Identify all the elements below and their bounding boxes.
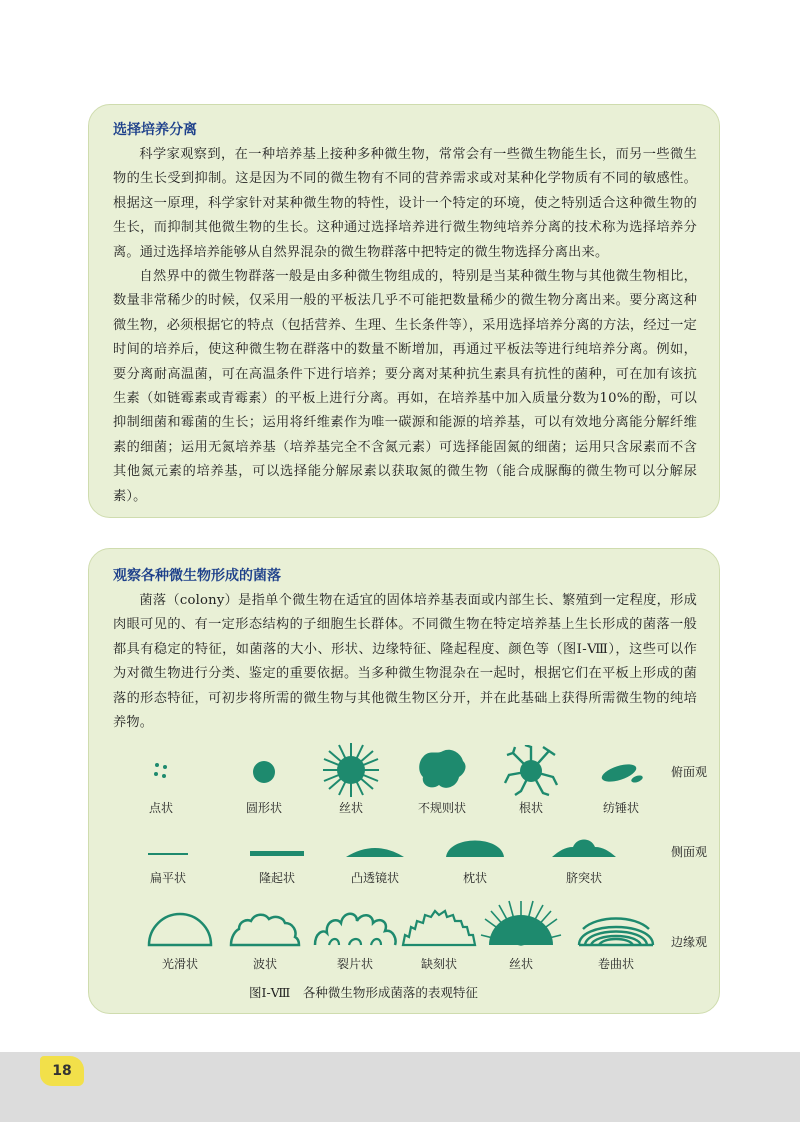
edge-view-label-undulate: 波状 (252, 957, 278, 971)
convex-elevation-icon (345, 837, 405, 863)
smooth-edge-icon (147, 907, 213, 949)
umbonate-elevation-icon (551, 829, 617, 863)
top-view-label-filamentous: 丝状 (338, 801, 364, 815)
top-view-label-spindle: 纺锤状 (602, 801, 640, 815)
section1-paragraph-1: 科学家观察到，在一种培养基上接种多种微生物，常常会有一些微生物能生长，而另一些微生物的生长受到抑制。这是因为不同的微生物有不同的营养需求或对某种化学物质有不同的敏感性。根据这一原理，科学家针对某种微生物的特性，设计一个特定的环境，使之特别适合这种微生物的生长，而抑制其他微生物的生长。这种通过选择培养进行微生物纯培养分离的技术称为选择培养分离。通过选择培养能够从自然界混杂的微生物群落中把特定的微生物选择分离出来。 (113, 147, 697, 260)
pulvinate-elevation-icon (445, 829, 505, 863)
edge-view-label-curled: 卷曲状 (597, 957, 635, 971)
rhizoid-colony-icon (503, 745, 559, 797)
undulate-edge-icon (229, 909, 301, 949)
colony-observation-box (88, 548, 720, 1014)
top-view-label-circular: 圆形状 (245, 801, 283, 815)
edge-view-label-filamentous: 丝状 (508, 957, 534, 971)
page-footer-band (0, 1052, 800, 1122)
row-label-side-view: 侧面观 (671, 845, 708, 859)
dot-colony-icon (147, 757, 177, 787)
curled-edge-icon (577, 907, 655, 949)
filamentous-edge-icon (479, 899, 563, 949)
section1-heading: 选择培养分离 (113, 122, 197, 138)
side-view-label-raised: 隆起状 (258, 871, 296, 885)
top-view-label-irregular: 不规则状 (417, 801, 467, 815)
row-label-edge-view: 边缘观 (671, 935, 708, 949)
flat-elevation-icon (147, 843, 189, 863)
side-view-label-pulvinate: 枕状 (462, 871, 488, 885)
top-view-label-rhizoid: 根状 (518, 801, 544, 815)
section2-paragraph-1: 菌落（colony）是指单个微生物在适宜的固体培养基表面或内部生长、繁殖到一定程度，形成肉眼可见的、有一定形态结构的子细胞生长群体。不同微生物在特定培养基上生长形成的菌落一般都具有稳定的特征，如菌落的大小、形状、边缘特征、隆起程度、颜色等（图Ⅰ-Ⅷ），这些可以作为对微生物进行分类、鉴定的重要依据。当多种微生物混杂在一起时，根据它们在平板上形成的菌落的形态特征，可初步将所需的微生物与其他微生物区分开，并在此基础上获得所需微生物的纯培养物。 (113, 593, 697, 731)
section2-heading: 观察各种微生物形成的菌落 (113, 568, 281, 584)
edge-view-label-smooth: 光滑状 (161, 957, 199, 971)
irregular-colony-icon (415, 747, 469, 793)
circular-colony-icon (249, 757, 279, 787)
figure-caption: 图Ⅰ-Ⅷ 各种微生物形成菌落的表观特征 (249, 985, 478, 1000)
side-view-label-umbonate: 脐突状 (565, 871, 603, 885)
colony-figure (89, 747, 721, 1007)
row-label-top-view: 俯面观 (671, 765, 708, 779)
side-view-label-flat: 扁平状 (149, 871, 187, 885)
filamentous-colony-icon (319, 741, 383, 799)
erose-edge-icon (401, 907, 477, 949)
edge-view-label-erose: 缺刻状 (420, 957, 458, 971)
edge-view-label-lobate: 裂片状 (336, 957, 374, 971)
page-number: 18 (40, 1056, 84, 1086)
section1-paragraph-2: 自然界中的微生物群落一般是由多种微生物组成的，特别是当某种微生物与其他微生物相比，数量非常稀少的时候，仅采用一般的平板法几乎不可能把数量稀少的微生物分离出来。要分离这种微生物，必须根据它的特点（包括营养、生理、生长条件等），采用选择培养分离的方法，经过一定时间的培养后，使这种微生物在群落中的数量不断增加，再通过平板法等进行纯培养分离。例如，要分离耐高温菌，可在高温条件下进行培养；要分离对某种抗生素具有抗性的菌种，可在加有该抗生素（如链霉素或青霉素）的平板上进行分离。再如，在培养基中加入质量分数为10%的酚，可以抑制细菌和霉菌的生长；运用将纤维素作为唯一碳源和能源的培养基，可以有效地分离能分解纤维素的细菌；运用无氮培养基（培养基完全不含氮元素）可选择能固氮的细菌；运用只含尿素而不含其他氮元素的培养基，可以选择能分解尿素以获取氮的微生物（能合成脲酶的微生物可以分解尿素）。 (113, 269, 697, 504)
spindle-colony-icon (597, 755, 647, 791)
selective-culture-box (88, 104, 720, 518)
raised-elevation-icon (249, 843, 305, 863)
lobate-edge-icon (313, 907, 397, 949)
top-view-label-dot: 点状 (148, 801, 174, 815)
side-view-label-convex: 凸透镜状 (350, 871, 400, 885)
